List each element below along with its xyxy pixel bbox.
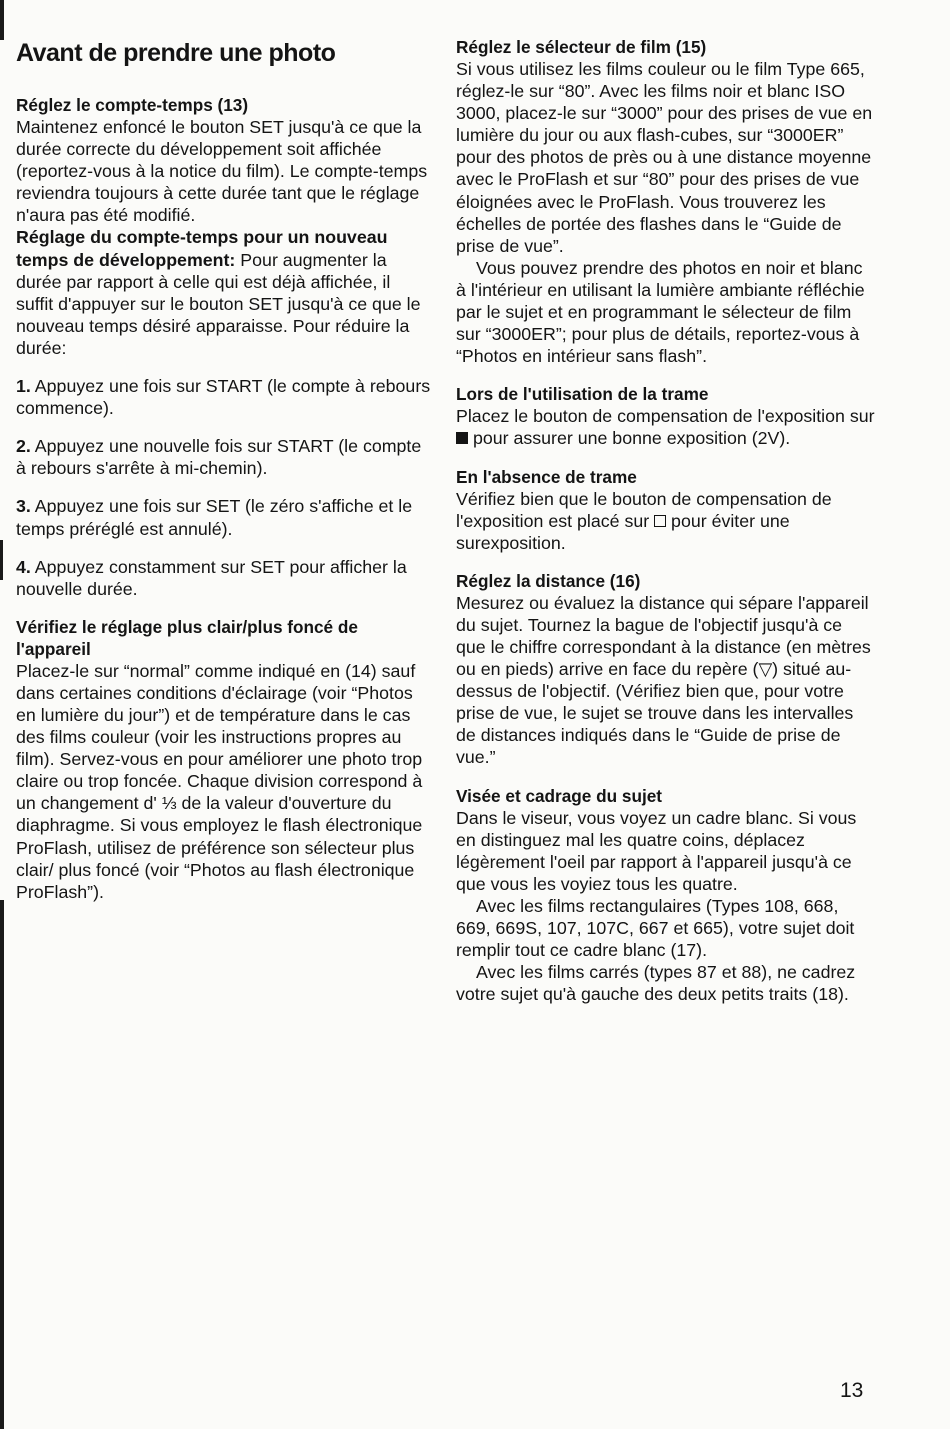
section-heading-timer: Réglez le compte-temps (13): [16, 95, 249, 115]
binding-edge-mark: [0, 900, 4, 1429]
step-item: [16, 435, 432, 479]
section-heading-framing: Visée et cadrage du sujet: [456, 785, 663, 806]
page-title: Avant de prendre une photo: [16, 39, 336, 67]
section-heading-film-selector: Réglez le sélecteur de film (15): [456, 37, 707, 57]
step-number: 2.: [16, 436, 31, 457]
step-text: Appuyez constamment sur SET pour afficher la nouvelle durée.: [16, 556, 407, 599]
paragraph: Placez-le sur “normal” comme indiqué en (14) sauf dans certaines conditions d'éclairage (voir “Photos en lumière du jour”) et de température dans le cas des films couleur (voir les instructions propres au film). Servez-vous en pour améliorer une photo trop claire ou trop foncée. Chaque division correspond à un changement d' ⅓ de la valeur d'ouverture du diaphragme. Si vous employez le flash électronique ProFlash, utilisez de préférence son sélecteur plus clair/ plus foncé (voir “Photos au flash électronique ProFlash”).: [16, 660, 423, 902]
binding-edge-mark: [0, 0, 4, 40]
paragraph: Mesurez ou évaluez la distance qui sépare l'appareil du sujet. Tournez la bague de l'objectif jusqu'à ce que le chiffre correspondant à la distance (en mètres ou en pieds) arrive en face du repère (▽) situé au-dessus de l'objectif. (Vérifiez bien que, pour votre prise de vue, le sujet se trouve dans les intervalles de distances indiqués dans le “Guide de prise de vue.”: [456, 592, 871, 768]
filled-square-icon: [456, 432, 468, 444]
paragraph-text: Pour augmenter la durée par rapport à celle qui est déjà affichée, il suffit d'appuyer sur le bouton SET jusqu'à ce que le nouveau temps désiré apparaisse. Pour réduire la durée:: [16, 249, 421, 358]
step-item: [16, 556, 432, 600]
paragraph-text: pour éviter une surexposition.: [456, 510, 790, 553]
step-text: Appuyez une nouvelle fois sur START (le compte à rebours s'arrête à mi-chemin).: [16, 436, 422, 479]
paragraph: [456, 488, 876, 554]
section-heading-distance: Réglez la distance (16): [456, 570, 641, 591]
right-column: [456, 36, 876, 1005]
paragraph: [456, 405, 876, 449]
paragraph-text: Vérifiez bien que le bouton de compensation de l'exposition est placé sur: [456, 488, 832, 531]
section-heading-with-screen: Lors de l'utilisation de la trame: [456, 384, 709, 405]
section-heading-without-screen: En l'absence de trame: [456, 466, 637, 487]
paragraph: Maintenez enfoncé le bouton SET jusqu'à ce que la durée correcte du développement soit affichée (reportez-vous à la notice du film). Le compte-temps reviendra toujours à cette durée tant que le réglage n'aura pas été modifié.: [16, 117, 428, 226]
paragraph: Vous pouvez prendre des photos en noir et blanc à l'intérieur en utilisant la lumière ambiante réfléchie par le sujet et en programmant le sélecteur de film sur “3000ER”; pour plus de détails, reportez-vous à “Photos en intérieur sans flash”.: [456, 257, 865, 367]
paragraph: Dans le viseur, vous voyez un cadre blanc. Si vous en distinguez mal les quatre coins, déplacez légèrement l'oeil par rapport à l'appareil jusqu'à ce que vous les voyiez tous les quatre.: [456, 807, 857, 894]
step-text: Appuyez une fois sur SET (le zéro s'affiche et le temps préréglé est annulé).: [16, 496, 413, 539]
step-item: [16, 375, 432, 419]
step-item: [16, 495, 432, 539]
left-column: [16, 36, 432, 903]
paragraph: Avec les films carrés (types 87 et 88), ne cadrez votre sujet qu'à gauche des deux petits traits (18).: [456, 962, 856, 1005]
empty-square-icon: [654, 515, 666, 527]
paragraph-text: Placez le bouton de compensation de l'exposition sur: [456, 406, 875, 427]
paragraph: Avec les films rectangulaires (Types 108, 668, 669, 669S, 107, 107C, 667 et 665), votre sujet doit remplir tout ce cadre blanc (17).: [456, 895, 855, 961]
paragraph: [16, 226, 432, 359]
page-number: 13: [840, 1379, 864, 1402]
step-number: 4.: [16, 556, 31, 577]
paragraph-text: pour assurer une bonne exposition (2V).: [468, 428, 791, 449]
step-text: Appuyez une fois sur START (le compte à rebours commence).: [16, 376, 431, 419]
section-heading-lighten-darken: Vérifiez le réglage plus clair/plus foncé de l'appareil: [16, 616, 358, 659]
binding-edge-mark: [0, 540, 3, 580]
step-number: 3.: [16, 496, 31, 517]
paragraph: Si vous utilisez les films couleur ou le film Type 665, réglez-le sur “80”. Avec les films noir et blanc ISO 3000, placez-le sur “3000” pour des prises de vue en lumière du jour ou aux flash-cubes, sur “3000ER” pour des photos de près ou à une distance moyenne avec le ProFlash et sur “80” pour des prises de vue éloignées avec le ProFlash. Vous trouverez les échelles de portée des flashes dans le “Guide de prise de vue”.: [456, 59, 873, 256]
inline-heading: Réglage du compte-temps pour un nouveau temps de développement:: [16, 227, 388, 270]
step-number: 1.: [16, 376, 31, 397]
